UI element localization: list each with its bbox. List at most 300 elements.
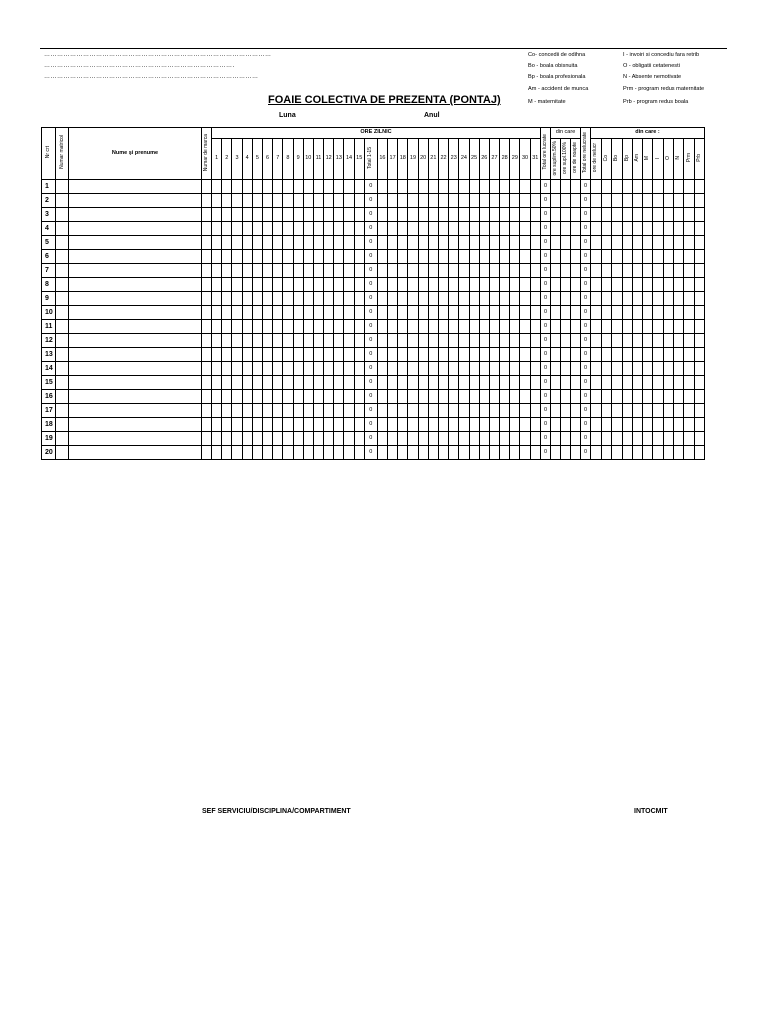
cell-day[interactable]: [324, 194, 334, 208]
cell-day[interactable]: [293, 208, 303, 222]
cell-day[interactable]: [283, 376, 293, 390]
cell-day[interactable]: [418, 432, 428, 446]
cell-day[interactable]: [293, 362, 303, 376]
cell-day[interactable]: [428, 446, 438, 460]
cell-day[interactable]: [500, 194, 510, 208]
cell-absence[interactable]: [684, 292, 694, 306]
cell-day[interactable]: [262, 264, 272, 278]
cell-absence[interactable]: [643, 250, 653, 264]
cell-din-care[interactable]: [560, 376, 570, 390]
cell-day[interactable]: [377, 264, 387, 278]
cell-din-care[interactable]: [570, 292, 580, 306]
cell-absence[interactable]: [653, 208, 663, 222]
cell-day[interactable]: [354, 180, 364, 194]
cell-day[interactable]: [313, 278, 323, 292]
cell-day[interactable]: [418, 180, 428, 194]
cell-absence[interactable]: [694, 446, 704, 460]
cell-day[interactable]: [262, 236, 272, 250]
cell-day[interactable]: [408, 390, 418, 404]
cell-day[interactable]: [303, 180, 313, 194]
cell-day[interactable]: [388, 306, 398, 320]
cell-absence[interactable]: [643, 264, 653, 278]
cell-absence[interactable]: [674, 418, 684, 432]
cell-day[interactable]: [283, 292, 293, 306]
cell-day[interactable]: [530, 236, 540, 250]
cell-absence[interactable]: [622, 222, 632, 236]
cell-absence[interactable]: [590, 278, 601, 292]
cell-day[interactable]: [398, 362, 408, 376]
cell-day[interactable]: [377, 334, 387, 348]
cell-numar-marca[interactable]: [202, 348, 212, 362]
cell-day[interactable]: [344, 278, 354, 292]
cell-absence[interactable]: [590, 334, 601, 348]
cell-absence[interactable]: [663, 390, 673, 404]
cell-day[interactable]: [428, 222, 438, 236]
cell-day[interactable]: [489, 376, 499, 390]
cell-day[interactable]: [324, 236, 334, 250]
cell-absence[interactable]: [622, 334, 632, 348]
cell-day[interactable]: [262, 376, 272, 390]
cell-day[interactable]: [459, 278, 469, 292]
cell-day[interactable]: [283, 446, 293, 460]
cell-day[interactable]: [530, 418, 540, 432]
cell-day[interactable]: [222, 432, 232, 446]
cell-day[interactable]: [510, 432, 520, 446]
cell-day[interactable]: [377, 432, 387, 446]
cell-day[interactable]: [418, 334, 428, 348]
cell-day[interactable]: [469, 362, 479, 376]
cell-day[interactable]: [418, 222, 428, 236]
cell-day[interactable]: [469, 208, 479, 222]
cell-din-care[interactable]: [570, 236, 580, 250]
cell-day[interactable]: [489, 292, 499, 306]
cell-day[interactable]: [344, 306, 354, 320]
cell-day[interactable]: [520, 208, 530, 222]
cell-day[interactable]: [252, 390, 262, 404]
cell-din-care[interactable]: [570, 376, 580, 390]
cell-day[interactable]: [459, 390, 469, 404]
cell-day[interactable]: [313, 292, 323, 306]
cell-day[interactable]: [398, 348, 408, 362]
cell-absence[interactable]: [663, 264, 673, 278]
cell-absence[interactable]: [694, 292, 704, 306]
cell-day[interactable]: [303, 236, 313, 250]
cell-nume-prenume[interactable]: [69, 278, 202, 292]
cell-absence[interactable]: [694, 348, 704, 362]
cell-day[interactable]: [449, 348, 459, 362]
cell-din-care[interactable]: [560, 222, 570, 236]
cell-day[interactable]: [520, 446, 530, 460]
cell-day[interactable]: [354, 334, 364, 348]
cell-day[interactable]: [510, 292, 520, 306]
cell-day[interactable]: [479, 376, 489, 390]
cell-numar-marca[interactable]: [202, 418, 212, 432]
cell-day[interactable]: [273, 348, 283, 362]
cell-day[interactable]: [459, 180, 469, 194]
cell-absence[interactable]: [663, 194, 673, 208]
cell-absence[interactable]: [632, 180, 642, 194]
cell-day[interactable]: [388, 404, 398, 418]
cell-day[interactable]: [530, 194, 540, 208]
cell-day[interactable]: [262, 194, 272, 208]
cell-nume-prenume[interactable]: [69, 446, 202, 460]
cell-day[interactable]: [530, 404, 540, 418]
cell-absence[interactable]: [674, 432, 684, 446]
cell-din-care[interactable]: [560, 362, 570, 376]
cell-absence[interactable]: [601, 390, 611, 404]
cell-day[interactable]: [500, 432, 510, 446]
cell-din-care[interactable]: [550, 320, 560, 334]
cell-absence[interactable]: [601, 432, 611, 446]
cell-absence[interactable]: [590, 250, 601, 264]
cell-day[interactable]: [520, 250, 530, 264]
cell-absence[interactable]: [632, 432, 642, 446]
cell-day[interactable]: [222, 208, 232, 222]
cell-day[interactable]: [428, 264, 438, 278]
cell-absence[interactable]: [653, 362, 663, 376]
cell-day[interactable]: [303, 376, 313, 390]
cell-day[interactable]: [283, 278, 293, 292]
cell-din-care[interactable]: [570, 334, 580, 348]
cell-day[interactable]: [324, 306, 334, 320]
cell-day[interactable]: [398, 390, 408, 404]
cell-day[interactable]: [510, 404, 520, 418]
cell-absence[interactable]: [663, 432, 673, 446]
cell-absence[interactable]: [643, 348, 653, 362]
cell-day[interactable]: [313, 418, 323, 432]
cell-day[interactable]: [283, 306, 293, 320]
cell-din-care[interactable]: [570, 180, 580, 194]
cell-day[interactable]: [252, 306, 262, 320]
cell-day[interactable]: [438, 362, 448, 376]
cell-day[interactable]: [242, 320, 252, 334]
cell-day[interactable]: [324, 292, 334, 306]
cell-day[interactable]: [469, 390, 479, 404]
cell-day[interactable]: [428, 180, 438, 194]
cell-day[interactable]: [273, 250, 283, 264]
cell-absence[interactable]: [684, 236, 694, 250]
cell-day[interactable]: [418, 348, 428, 362]
cell-absence[interactable]: [643, 334, 653, 348]
cell-day[interactable]: [479, 250, 489, 264]
cell-day[interactable]: [438, 320, 448, 334]
cell-din-care[interactable]: [560, 404, 570, 418]
cell-day[interactable]: [262, 306, 272, 320]
cell-absence[interactable]: [653, 390, 663, 404]
cell-day[interactable]: [408, 194, 418, 208]
cell-day[interactable]: [377, 306, 387, 320]
cell-absence[interactable]: [632, 418, 642, 432]
cell-day[interactable]: [469, 222, 479, 236]
cell-day[interactable]: [354, 222, 364, 236]
cell-absence[interactable]: [632, 250, 642, 264]
cell-day[interactable]: [398, 418, 408, 432]
cell-day[interactable]: [479, 418, 489, 432]
cell-day[interactable]: [222, 376, 232, 390]
cell-numar-marca[interactable]: [202, 320, 212, 334]
cell-day[interactable]: [293, 418, 303, 432]
cell-day[interactable]: [530, 208, 540, 222]
cell-day[interactable]: [438, 250, 448, 264]
cell-day[interactable]: [377, 180, 387, 194]
cell-day[interactable]: [459, 320, 469, 334]
cell-din-care[interactable]: [560, 278, 570, 292]
cell-day[interactable]: [459, 334, 469, 348]
cell-absence[interactable]: [632, 292, 642, 306]
cell-nume-prenume[interactable]: [69, 194, 202, 208]
cell-absence[interactable]: [622, 390, 632, 404]
cell-day[interactable]: [303, 418, 313, 432]
cell-day[interactable]: [324, 180, 334, 194]
cell-numar-matricol[interactable]: [56, 306, 69, 320]
cell-day[interactable]: [449, 194, 459, 208]
cell-day[interactable]: [303, 320, 313, 334]
cell-day[interactable]: [232, 306, 242, 320]
cell-din-care[interactable]: [560, 264, 570, 278]
cell-day[interactable]: [212, 376, 222, 390]
cell-day[interactable]: [449, 446, 459, 460]
cell-day[interactable]: [242, 446, 252, 460]
cell-absence[interactable]: [674, 348, 684, 362]
cell-day[interactable]: [438, 236, 448, 250]
cell-nume-prenume[interactable]: [69, 418, 202, 432]
cell-day[interactable]: [324, 362, 334, 376]
cell-day[interactable]: [273, 432, 283, 446]
cell-day[interactable]: [324, 418, 334, 432]
cell-day[interactable]: [232, 404, 242, 418]
cell-day[interactable]: [449, 278, 459, 292]
cell-absence[interactable]: [674, 264, 684, 278]
cell-day[interactable]: [449, 334, 459, 348]
cell-day[interactable]: [252, 278, 262, 292]
cell-din-care[interactable]: [570, 306, 580, 320]
cell-day[interactable]: [428, 250, 438, 264]
cell-din-care[interactable]: [570, 362, 580, 376]
cell-day[interactable]: [324, 278, 334, 292]
cell-day[interactable]: [303, 278, 313, 292]
cell-absence[interactable]: [684, 222, 694, 236]
cell-day[interactable]: [520, 348, 530, 362]
cell-day[interactable]: [242, 278, 252, 292]
cell-day[interactable]: [500, 222, 510, 236]
cell-day[interactable]: [273, 306, 283, 320]
cell-day[interactable]: [334, 222, 344, 236]
cell-day[interactable]: [500, 180, 510, 194]
cell-day[interactable]: [377, 320, 387, 334]
cell-day[interactable]: [293, 334, 303, 348]
cell-absence[interactable]: [663, 404, 673, 418]
cell-day[interactable]: [489, 418, 499, 432]
cell-day[interactable]: [500, 404, 510, 418]
cell-day[interactable]: [408, 250, 418, 264]
cell-day[interactable]: [354, 208, 364, 222]
cell-absence[interactable]: [694, 264, 704, 278]
cell-day[interactable]: [489, 446, 499, 460]
cell-absence[interactable]: [684, 320, 694, 334]
cell-absence[interactable]: [632, 306, 642, 320]
cell-day[interactable]: [303, 222, 313, 236]
cell-day[interactable]: [438, 446, 448, 460]
cell-day[interactable]: [408, 278, 418, 292]
cell-absence[interactable]: [663, 418, 673, 432]
cell-day[interactable]: [479, 236, 489, 250]
cell-absence[interactable]: [663, 334, 673, 348]
cell-day[interactable]: [212, 236, 222, 250]
cell-din-care[interactable]: [550, 334, 560, 348]
cell-day[interactable]: [252, 432, 262, 446]
cell-day[interactable]: [438, 222, 448, 236]
cell-day[interactable]: [313, 390, 323, 404]
cell-day[interactable]: [388, 264, 398, 278]
cell-day[interactable]: [438, 180, 448, 194]
cell-absence[interactable]: [612, 306, 622, 320]
cell-day[interactable]: [222, 278, 232, 292]
cell-absence[interactable]: [612, 334, 622, 348]
cell-numar-marca[interactable]: [202, 208, 212, 222]
cell-day[interactable]: [377, 222, 387, 236]
cell-day[interactable]: [293, 292, 303, 306]
cell-din-care[interactable]: [570, 390, 580, 404]
cell-day[interactable]: [459, 404, 469, 418]
cell-day[interactable]: [459, 208, 469, 222]
cell-day[interactable]: [212, 222, 222, 236]
cell-day[interactable]: [408, 376, 418, 390]
cell-day[interactable]: [438, 418, 448, 432]
cell-day[interactable]: [222, 348, 232, 362]
cell-numar-marca[interactable]: [202, 250, 212, 264]
cell-day[interactable]: [469, 334, 479, 348]
cell-absence[interactable]: [612, 236, 622, 250]
cell-day[interactable]: [479, 390, 489, 404]
cell-day[interactable]: [449, 208, 459, 222]
cell-day[interactable]: [530, 390, 540, 404]
cell-day[interactable]: [449, 180, 459, 194]
cell-day[interactable]: [324, 432, 334, 446]
cell-day[interactable]: [438, 404, 448, 418]
cell-numar-marca[interactable]: [202, 306, 212, 320]
cell-day[interactable]: [459, 348, 469, 362]
cell-absence[interactable]: [622, 376, 632, 390]
cell-day[interactable]: [510, 362, 520, 376]
cell-day[interactable]: [459, 250, 469, 264]
cell-absence[interactable]: [643, 208, 653, 222]
cell-day[interactable]: [500, 348, 510, 362]
cell-day[interactable]: [438, 376, 448, 390]
cell-absence[interactable]: [684, 390, 694, 404]
cell-day[interactable]: [438, 264, 448, 278]
cell-day[interactable]: [377, 236, 387, 250]
cell-day[interactable]: [377, 390, 387, 404]
cell-absence[interactable]: [622, 236, 632, 250]
cell-numar-matricol[interactable]: [56, 194, 69, 208]
cell-absence[interactable]: [590, 208, 601, 222]
cell-day[interactable]: [377, 250, 387, 264]
cell-absence[interactable]: [612, 180, 622, 194]
cell-day[interactable]: [303, 348, 313, 362]
cell-nume-prenume[interactable]: [69, 306, 202, 320]
cell-day[interactable]: [398, 222, 408, 236]
cell-day[interactable]: [510, 208, 520, 222]
cell-day[interactable]: [344, 264, 354, 278]
cell-day[interactable]: [283, 180, 293, 194]
cell-day[interactable]: [489, 236, 499, 250]
cell-day[interactable]: [354, 418, 364, 432]
cell-day[interactable]: [428, 334, 438, 348]
cell-absence[interactable]: [601, 250, 611, 264]
cell-nume-prenume[interactable]: [69, 208, 202, 222]
cell-day[interactable]: [428, 306, 438, 320]
cell-day[interactable]: [520, 404, 530, 418]
cell-day[interactable]: [273, 446, 283, 460]
cell-day[interactable]: [273, 418, 283, 432]
cell-day[interactable]: [500, 334, 510, 348]
cell-absence[interactable]: [632, 208, 642, 222]
cell-day[interactable]: [232, 432, 242, 446]
cell-absence[interactable]: [653, 320, 663, 334]
cell-day[interactable]: [388, 376, 398, 390]
cell-day[interactable]: [469, 250, 479, 264]
cell-day[interactable]: [469, 418, 479, 432]
cell-absence[interactable]: [653, 264, 663, 278]
cell-day[interactable]: [377, 278, 387, 292]
cell-absence[interactable]: [674, 194, 684, 208]
cell-absence[interactable]: [643, 320, 653, 334]
cell-day[interactable]: [334, 432, 344, 446]
cell-absence[interactable]: [674, 362, 684, 376]
cell-absence[interactable]: [612, 390, 622, 404]
cell-day[interactable]: [252, 222, 262, 236]
cell-day[interactable]: [262, 334, 272, 348]
cell-day[interactable]: [334, 376, 344, 390]
cell-absence[interactable]: [590, 390, 601, 404]
cell-absence[interactable]: [601, 292, 611, 306]
cell-numar-matricol[interactable]: [56, 404, 69, 418]
cell-day[interactable]: [252, 404, 262, 418]
cell-nume-prenume[interactable]: [69, 404, 202, 418]
cell-day[interactable]: [510, 306, 520, 320]
cell-absence[interactable]: [694, 236, 704, 250]
cell-day[interactable]: [293, 376, 303, 390]
cell-absence[interactable]: [632, 222, 642, 236]
cell-day[interactable]: [354, 446, 364, 460]
cell-day[interactable]: [479, 306, 489, 320]
cell-din-care[interactable]: [560, 432, 570, 446]
cell-day[interactable]: [418, 362, 428, 376]
cell-day[interactable]: [479, 194, 489, 208]
cell-absence[interactable]: [674, 250, 684, 264]
cell-absence[interactable]: [643, 432, 653, 446]
cell-day[interactable]: [510, 446, 520, 460]
cell-din-care[interactable]: [570, 222, 580, 236]
cell-day[interactable]: [334, 250, 344, 264]
cell-day[interactable]: [418, 250, 428, 264]
cell-day[interactable]: [262, 446, 272, 460]
cell-day[interactable]: [428, 208, 438, 222]
cell-absence[interactable]: [622, 194, 632, 208]
cell-day[interactable]: [344, 376, 354, 390]
cell-day[interactable]: [262, 320, 272, 334]
cell-numar-marca[interactable]: [202, 222, 212, 236]
cell-nume-prenume[interactable]: [69, 264, 202, 278]
cell-absence[interactable]: [653, 250, 663, 264]
cell-nume-prenume[interactable]: [69, 432, 202, 446]
cell-absence[interactable]: [663, 320, 673, 334]
cell-numar-matricol[interactable]: [56, 208, 69, 222]
cell-absence[interactable]: [622, 208, 632, 222]
cell-absence[interactable]: [653, 194, 663, 208]
cell-day[interactable]: [520, 194, 530, 208]
cell-day[interactable]: [459, 292, 469, 306]
